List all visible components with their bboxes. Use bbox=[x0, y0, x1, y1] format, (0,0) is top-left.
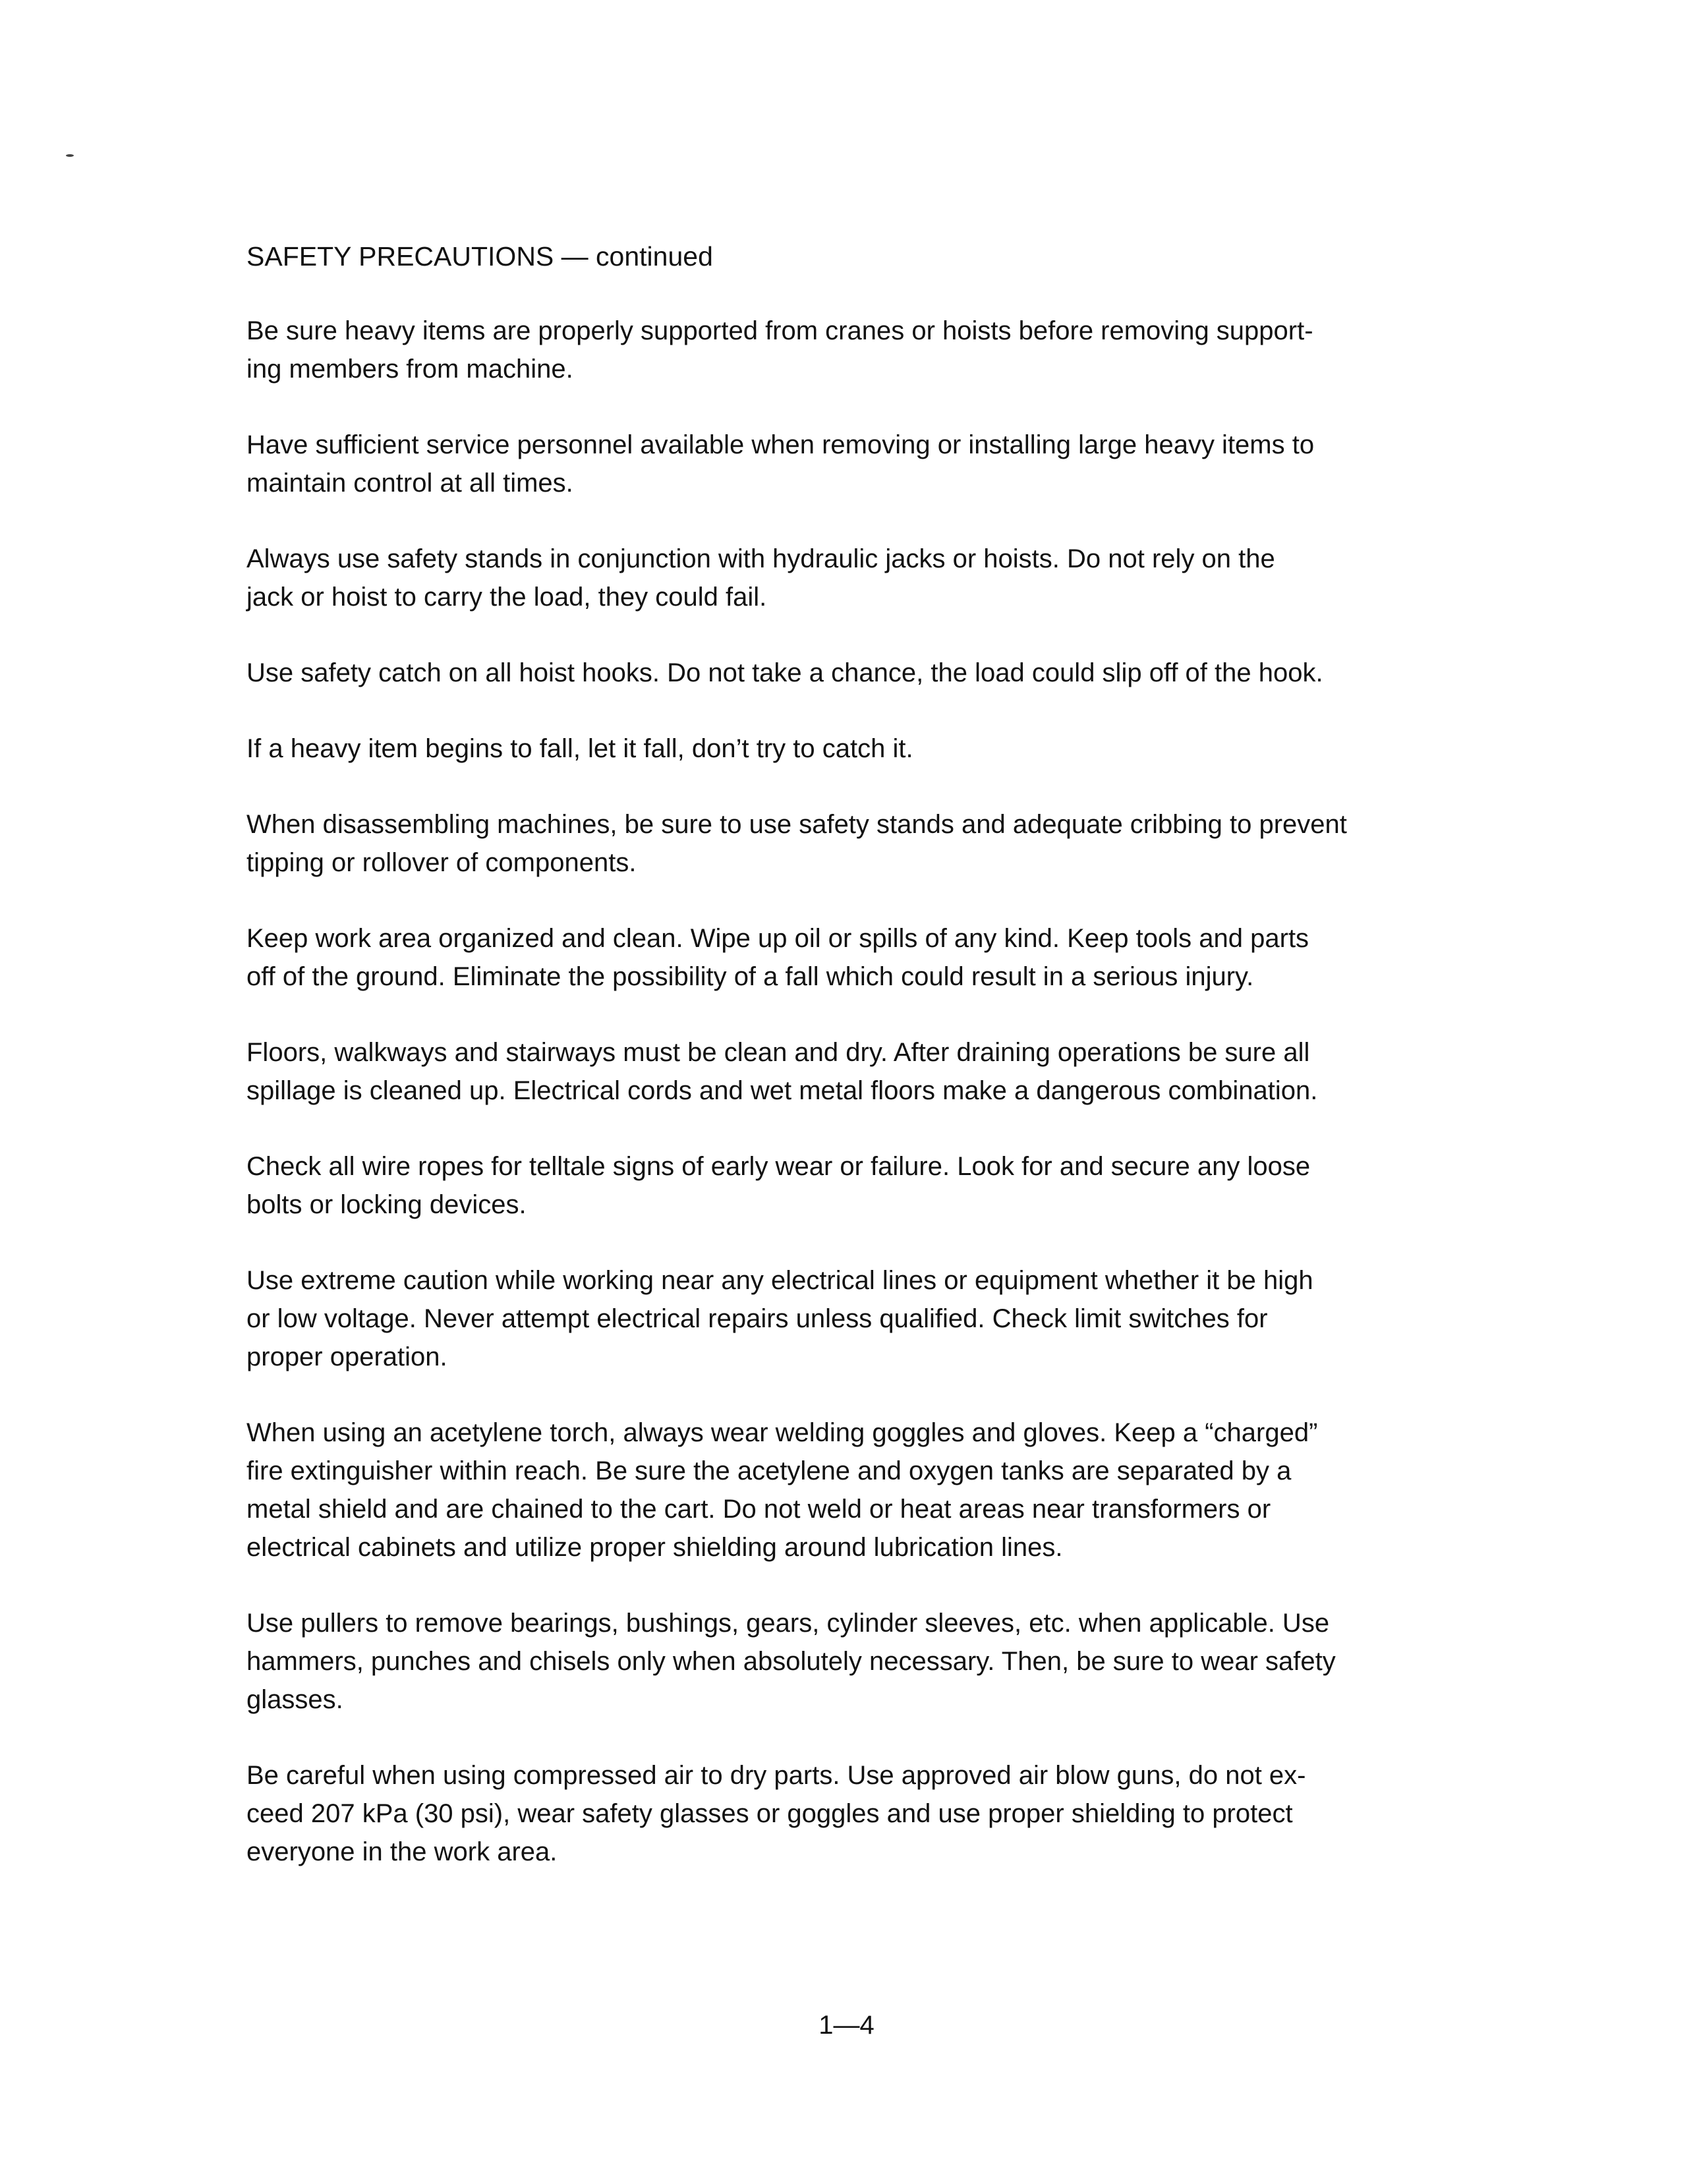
safety-paragraph: When using an acetylene torch, always wear welding goggles and gloves. Keep a “charged” fire extinguisher within reach. Be sure the acetylene and oxygen tanks are separated by a metal shield and are chained to the cart. Do not weld or heat areas near transformers or electrical cabinets and utilize proper shielding around lubrication lines. bbox=[246, 1418, 1318, 1562]
safety-paragraph: Have sufficient service personnel available when removing or installing large heavy items to maintain control at all times. bbox=[246, 430, 1315, 498]
scan-speck bbox=[66, 154, 74, 157]
safety-paragraph: Floors, walkways and stairways must be clean and dry. After draining operations be sure all spillage is cleaned up. Electrical cords and wet metal floors make a dangerous combination. bbox=[246, 1038, 1318, 1105]
safety-paragraph: Be careful when using compressed air to dry parts. Use approved air blow guns, do not ex- ceed 207 kPa (30 psi), wear safety glasses or goggles and use proper shielding to protect everyone in the work area. bbox=[246, 1761, 1306, 1866]
section-heading: SAFETY PRECAUTIONS — continued bbox=[246, 241, 713, 272]
page-content bbox=[246, 237, 1452, 1909]
page-number: 1—4 bbox=[818, 2011, 875, 2040]
safety-paragraph: Use pullers to remove bearings, bushings, gears, cylinder sleeves, etc. when applicable. Use hammers, punches and chisels only when absolutely necessary. Then, be sure to wear safety glasses. bbox=[246, 1609, 1336, 1714]
safety-paragraph: Use safety catch on all hoist hooks. Do not take a chance, the load could slip off of the hook. bbox=[246, 658, 1323, 687]
safety-paragraph: Use extreme caution while working near any electrical lines or equipment whether it be high or low voltage. Never attempt electrical repairs unless qualified. Check limit switches for proper operation. bbox=[246, 1266, 1313, 1371]
safety-paragraph: Check all wire ropes for telltale signs of early wear or failure. Look for and secure any loose bolts or locking devices. bbox=[246, 1152, 1311, 1219]
safety-paragraph: When disassembling machines, be sure to use safety stands and adequate cribbing to prevent tipping or rollover of components. bbox=[246, 810, 1347, 877]
safety-paragraph: Always use safety stands in conjunction with hydraulic jacks or hoists. Do not rely on the jack or hoist to carry the load, they could fail. bbox=[246, 544, 1275, 612]
safety-paragraph: Be sure heavy items are properly supported from cranes or hoists before removing support- ing members from machine. bbox=[246, 316, 1313, 384]
safety-paragraph: If a heavy item begins to fall, let it fall, don’t try to catch it. bbox=[246, 734, 913, 763]
safety-paragraph: Keep work area organized and clean. Wipe up oil or spills of any kind. Keep tools and parts off of the ground. Eliminate the possibility of a fall which could result in a serious injury. bbox=[246, 924, 1309, 991]
